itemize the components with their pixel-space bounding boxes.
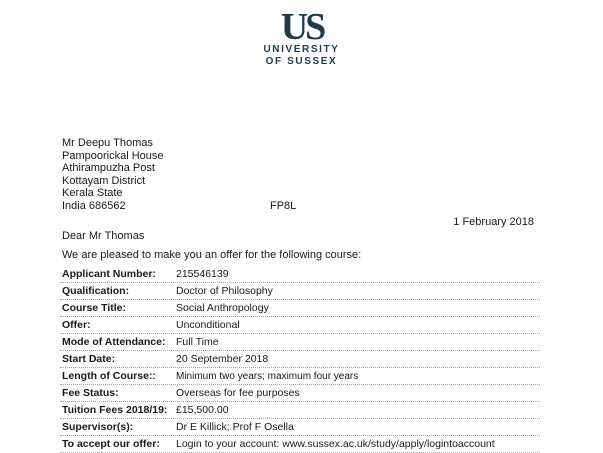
university-logo [0,8,603,68]
detail-row-offer [60,317,540,334]
detail-label: Length of Course:: [62,370,156,382]
detail-row-mode-of-attendance [60,334,540,351]
detail-row-qualification [60,283,540,300]
detail-value: Overseas for fee purposes [176,387,300,399]
detail-row-length-of-course [60,368,540,385]
letter-date: 1 February 2018 [453,216,534,228]
detail-label: Supervisor(s): [62,421,134,433]
intro-text: We are pleased to make you an offer for the following course: [62,249,362,261]
detail-row-supervisors [60,419,540,436]
us-monogram-logo [272,8,332,44]
detail-label: Mode of Attendance: [62,336,166,348]
detail-value: £15,500.00 [176,404,229,416]
detail-row-applicant-number [60,266,540,283]
detail-row-start-date [60,351,540,368]
detail-label: Tuition Fees 2018/19: [62,404,168,416]
detail-value: Full Time [176,336,219,348]
detail-label: Start Date: [62,353,116,365]
address-line: Kerala State [62,187,123,200]
detail-value: Minimum two years; maximum four years [176,370,359,382]
svg-text:US: US [280,8,323,44]
reference-code: FP8L [270,200,297,212]
logo-text-line2: OF SUSSEX [265,56,338,67]
detail-row-tuition-fees [60,402,540,419]
logo-text-line1: UNIVERSITY [263,44,340,55]
address-line: Kottayam District [62,174,146,187]
detail-label: Course Title: [62,302,126,314]
recipient-address [62,137,164,213]
detail-label: Fee Status: [62,387,119,399]
detail-row-course-title [60,300,540,317]
address-line: India 686562 [62,199,126,212]
offer-details-table [60,266,540,453]
detail-row-accept-offer [60,436,540,453]
detail-value: Dr E Killick; Prof F Osella [176,421,294,433]
address-line: Pampoorickal House [62,149,164,162]
detail-value: 215546139 [176,268,229,280]
detail-label: Qualification: [62,285,130,297]
detail-value: Social Anthropology [176,302,269,314]
detail-value: 20 September 2018 [176,353,269,365]
detail-row-fee-status [60,385,540,402]
detail-label: Offer: [62,319,91,331]
detail-value: Login to your account: www.sussex.ac.uk/study/apply/logintoaccount [176,438,495,450]
detail-value: Doctor of Philosophy [176,285,273,297]
address-line: Mr Deepu Thomas [62,137,153,149]
detail-value: Unconditional [176,319,240,331]
address-line: Athirampuzha Post [62,162,155,175]
detail-label: Applicant Number: [62,268,156,280]
salutation: Dear Mr Thomas [62,230,145,242]
detail-label: To accept our offer: [62,438,160,450]
